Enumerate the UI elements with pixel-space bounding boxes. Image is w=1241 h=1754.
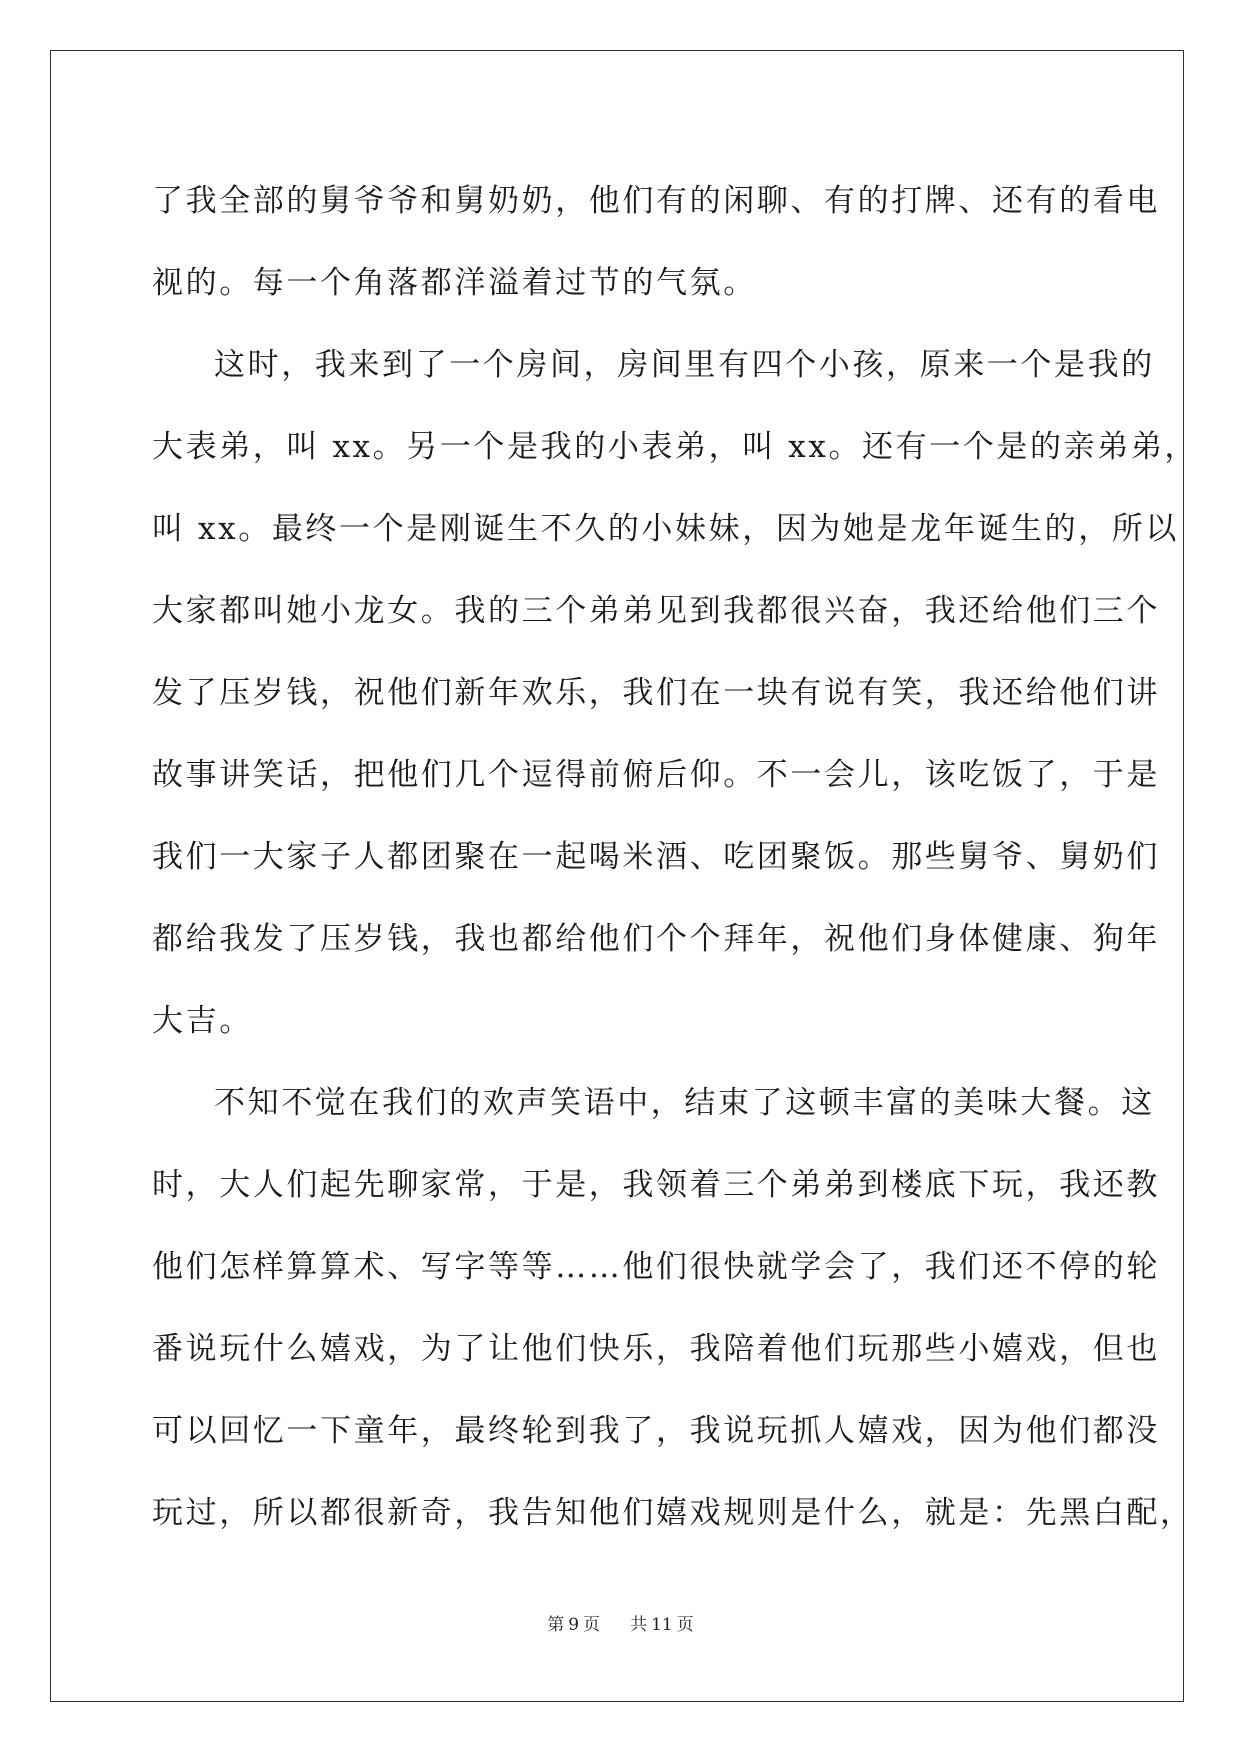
total-pages: 11 xyxy=(651,1615,673,1635)
text-line: 玩过，所以都很新奇，我告知他们嬉戏规则是什么，就是：先黑白配， xyxy=(152,1495,1194,1531)
text-line: 叫 xx。最终一个是刚诞生不久的小妹妹，因为她是龙年诞生的，所以 xyxy=(152,511,1180,547)
text-line: 不知不觉在我们的欢声笑语中，结束了这顿丰富的美味大餐。这 xyxy=(214,1085,1155,1121)
text-line: 大家都叫她小龙女。我的三个弟弟见到我都很兴奋，我还给他们三个 xyxy=(152,593,1160,629)
text-line: 番说玩什么嬉戏，为了让他们快乐，我陪着他们玩那些小嬉戏，但也 xyxy=(152,1331,1160,1367)
text-line: 我们一大家子人都团聚在一起喝米酒、吃团聚饭。那些舅爷、舅奶们 xyxy=(152,839,1160,875)
text-line: 故事讲笑话，把他们几个逗得前俯后仰。不一会儿，该吃饭了，于是 xyxy=(152,757,1160,793)
total-pages-indicator xyxy=(626,1615,698,1635)
document-body xyxy=(152,160,1199,1554)
paragraph-2 xyxy=(152,324,1199,1062)
page-label-prefix: 第 xyxy=(547,1615,565,1635)
text-line: 视的。每一个角落都洋溢着过节的气氛。 xyxy=(152,265,757,301)
text-line: 时，大人们起先聊家常，于是，我领着三个弟弟到楼底下玩，我还教 xyxy=(152,1167,1160,1203)
text-line: 这时，我来到了一个房间，房间里有四个小孩，原来一个是我的 xyxy=(214,347,1155,383)
text-line: 大表弟，叫 xx。另一个是我的小表弟，叫 xx。还有一个是的亲弟弟， xyxy=(152,429,1199,465)
text-line: 了我全部的舅爷爷和舅奶奶，他们有的闲聊、有的打牌、还有的看电 xyxy=(152,183,1160,219)
total-label-prefix: 共 xyxy=(630,1615,648,1635)
paragraph-3 xyxy=(152,1062,1194,1554)
page-number-indicator xyxy=(543,1615,604,1635)
text-line: 大吉。 xyxy=(152,1003,253,1039)
page-footer xyxy=(0,1610,1241,1635)
total-label-suffix: 页 xyxy=(676,1615,694,1635)
text-line: 发了压岁钱，祝他们新年欢乐，我们在一块有说有笑，我还给他们讲 xyxy=(152,675,1160,711)
text-line: 可以回忆一下童年，最终轮到我了，我说玩抓人嬉戏，因为他们都没 xyxy=(152,1413,1160,1449)
page-label-suffix: 页 xyxy=(583,1615,601,1635)
page-number: 9 xyxy=(568,1615,580,1635)
text-line: 都给我发了压岁钱，我也都给他们个个拜年，祝他们身体健康、狗年 xyxy=(152,921,1160,957)
text-line: 他们怎样算算术、写字等等……他们很快就学会了，我们还不停的轮 xyxy=(152,1249,1160,1285)
paragraph-1 xyxy=(152,160,1160,324)
